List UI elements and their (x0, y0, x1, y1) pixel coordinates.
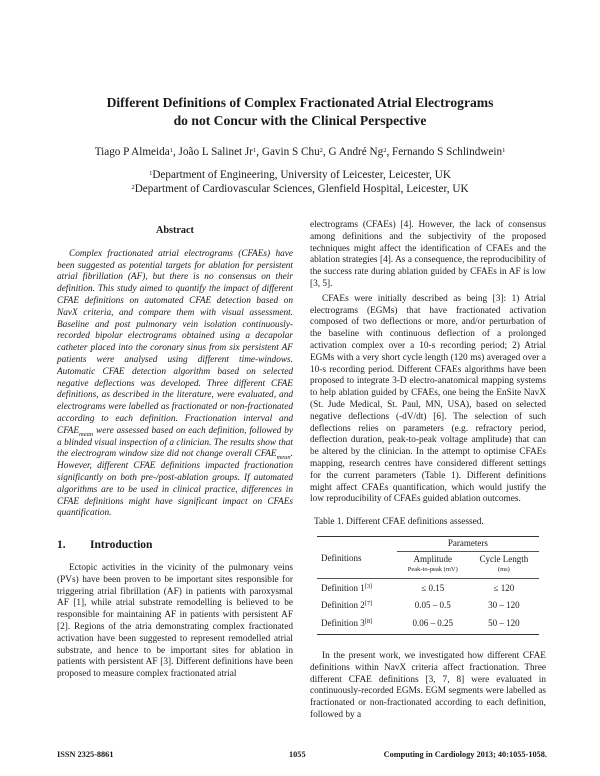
paper-title (60, 94, 540, 130)
affiliation-number: 1 (149, 170, 153, 177)
affiliation (40, 182, 560, 196)
abstract-text: Complex fractionated atrial electrograms (CFAEs) have been suggested as potential targets for ablation for persistent atrial fibrillation (AF), but there is no consensus on their definition. This study aimed to quantify the impact of different CFAE definitions on automated CFAE detection based on NavX criteria, and compare them with visual assessment. Baseline and post pulmonary vein isolation continuously-recorded bipolar electrograms obtained using a decapolar catheter placed into the coronary sinus from six persistent AF patients were analysed using different time-windows. Automatic CFAE detection algorithm based on selected negative deflections was developed. Three different CFAE definitions, as described in the literature, were evaluated, and electrograms were labelled as fractionated or non-fractionated according to each definition. Fractionation interval and $CFAE_{mean}$ were assessed based on each definition, followed by a blinded visual inspection of a clinician. The results show that the electrogram window size did not change overall $CFAE_{mean}$. However, different CFAE definitions impacted fractionation significantly on both pre-/post-ablation groups. If automated algorithms are to be used in clinical practice, differences in CFAE definitions might have significant impact on CFAEs quantification. (57, 248, 293, 519)
author-list: Tiago P Almeida$^1$, João L Salinet Jr$^1$, Gavin S Chu$^2$, G André Ng$^2$, Fernando S Schlindwein$^1$ (94, 146, 506, 158)
author: Tiago P Almeida (94, 146, 170, 158)
table-group-header: Parameters (397, 536, 539, 551)
affiliation-text: Department of Engineering, University of Leicester, Leicester, UK (152, 169, 451, 181)
author-affiliation-mark: 2 (383, 147, 387, 154)
intro-paragraph: In the present work, we investigated how different CFAE definitions within NavX criteria affect fractionation. Three different CFAE definitions [3, 7, 8] were evaluated in continuously-recorded EGMs. EGM segments were labelled as fractionated or non-fractionated according to each definition, followed by a (310, 650, 546, 720)
table-cell-amplitude: 0.05 – 0.5 (414, 600, 451, 611)
affiliation-number: 2 (131, 184, 135, 191)
affiliation-list (40, 168, 560, 196)
title-line-1: Different Definitions of Complex Fractionated Atrial Electrograms (106, 95, 494, 110)
section-number: 1. (57, 539, 66, 552)
intro-paragraph-continued: electrograms (CFAEs) [4]. However, the lack of consensus among definitions and the subjectivity of the proposed techniques might affect the identification of CFAEs and the ablation strategies [4]. As a consequence, the reproducibility of the success rate during ablation guided by CFAEs in AF is low [3, 5]. (310, 220, 546, 289)
author: Fernando S Schlindwein (392, 146, 503, 158)
left-column (57, 218, 293, 684)
table-cell-definition: Definition 2[7] (321, 600, 373, 611)
intro-paragraph: CFAEs were initially described as being [3]: 1) Atrial electrograms (EGMs) that have fractionated activation composed of two deflections or more, and/or perturbation of the baseline with continuous deflection of a prolonged activation complex over a 10-s recording period; 2) Atrial EGMs with a very short cycle length (120 ms) averaged over a 10-s recording period. Different CFAEs algorithms have been proposed to integrate 3-D electro-anatomical mapping systems to help ablation guided by CFAEs, one being the EnSite NavX (St. Jude Medical, St. Paul, MN, USA), based on selected negative deflections (-dV/dt) [6]. The selection of such deflections relies on parameters (e.g. refractory period, deflection duration, peak-to-peak voltage amplitude) that can be altered by the clinician. In the attempt to optimise CFAEs mapping, research centres have considered different settings for the current parameters (Table 1). Different definitions might affect CFAEs quantification, which would justify the low reproducibility of CFAEs guided ablation outcomes. (310, 293, 546, 505)
cfae-definitions-table (317, 536, 539, 635)
author-affiliation-mark: 1 (253, 147, 257, 154)
section-heading-introduction (57, 540, 293, 552)
table-cell-amplitude: ≤ 0.15 (421, 582, 445, 593)
table-header-cycle-length-unit: (ms) (497, 565, 510, 573)
table-header-cycle-length: Cycle Length (479, 553, 529, 564)
table-cell-amplitude: 0.06 – 0.25 (412, 618, 453, 629)
title-line-2: do not Concur with the Clinical Perspective (173, 113, 427, 128)
table-caption: Table 1. Different CFAE definitions assessed. (314, 517, 484, 528)
author-affiliation-mark: 1 (502, 147, 506, 154)
footer-journal: Computing in Cardiology 2013; 40:1055-1058. (383, 750, 547, 759)
author: Gavin S Chu (261, 146, 320, 158)
author-affiliation-mark: 1 (169, 147, 173, 154)
table-header-spacer (317, 566, 397, 579)
table-cell-cycle-length: 50 – 120 (488, 618, 520, 629)
section-title: Introduction (90, 539, 153, 552)
abstract-heading: Abstract (156, 225, 194, 236)
author-affiliation-mark: 2 (319, 147, 323, 154)
author: João L Salinet Jr (178, 146, 254, 158)
table-header-amplitude-unit: Peak-to-peak (mV) (407, 565, 458, 573)
table-cell-cycle-length: 30 – 120 (488, 600, 520, 611)
table-cell-definition: Definition 3[8] (321, 618, 373, 629)
table-corner (317, 536, 397, 551)
table-cell-cycle-length: ≤ 120 (493, 582, 515, 593)
footer-issn: ISSN 2325-8861 (57, 750, 114, 759)
table-header-definitions: Definitions (321, 553, 362, 564)
footer-page-number: 1055 (289, 750, 306, 759)
author: G André Ng (328, 146, 384, 158)
right-column (310, 220, 546, 725)
affiliation-text: Department of Cardiovascular Sciences, Glenfield Hospital, Leicester, UK (134, 183, 469, 195)
table-header-amplitude: Amplitude (413, 553, 452, 564)
page-footer (57, 750, 547, 762)
table-cell-definition: Definition 1[3] (321, 582, 373, 593)
affiliation (40, 168, 560, 182)
intro-paragraph: Ectopic activities in the vicinity of the pulmonary veins (PVs) have been proven to be important sites responsible for triggering atrial fibrillation (AF) in patients with paroxysmal AF [1], while atrial substrate remodelling is believed to be responsible for maintaining AF in patients with persistent AF [2]. Regions of the atria demonstrating complex fractionated activation have been suggested to represent remodelled atrial substrate, and hence to be important sites for ablation in patients with persistent AF [3]. Different definitions have been proposed to measure complex fractionated atrial (57, 562, 293, 680)
